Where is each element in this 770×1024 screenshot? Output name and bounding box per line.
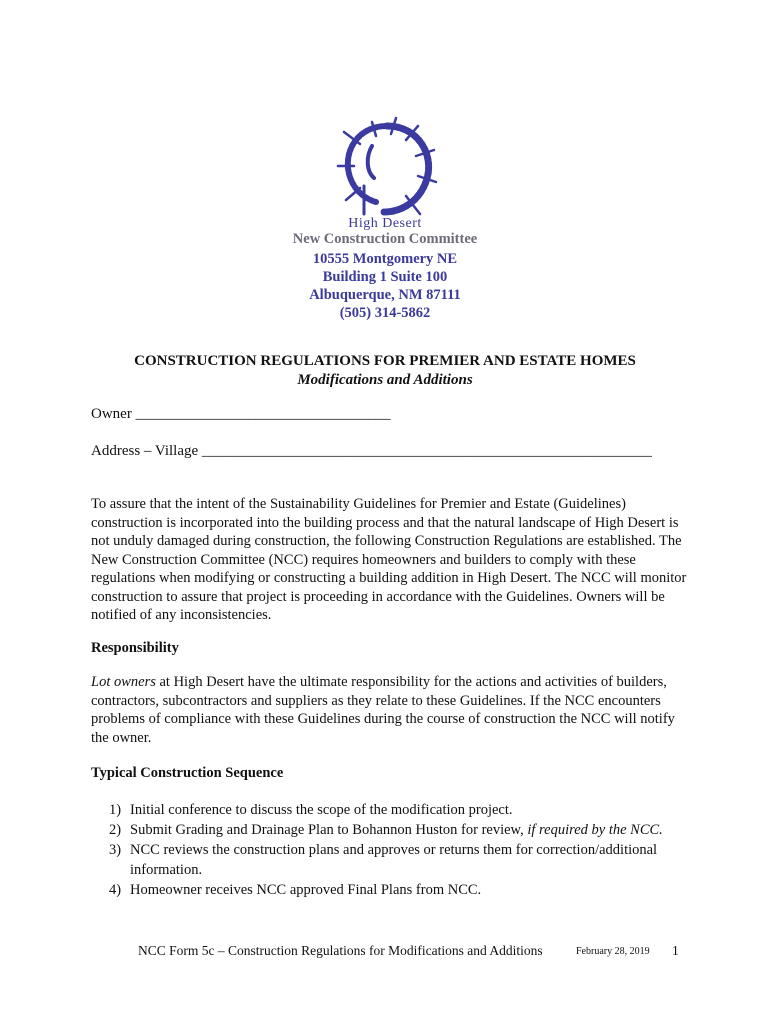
step-number: 4) xyxy=(109,882,122,898)
step-text: Initial conference to discuss the scope of the modification project. xyxy=(130,802,513,818)
responsibility-paragraph xyxy=(91,673,691,747)
footer-form-title: NCC Form 5c – Construction Regulations for Modifications and Additions xyxy=(138,943,543,958)
document-subtitle: Modifications and Additions xyxy=(297,372,473,388)
construction-steps-list xyxy=(91,800,691,900)
lot-owners-italic: Lot owners xyxy=(91,674,156,690)
step-number: 2) xyxy=(109,822,122,838)
step-italic: if required by the NCC. xyxy=(527,822,663,838)
intro-paragraph: To assure that the intent of the Sustainability Guidelines for Premier and Estate (Guidelines) construction is incorporated into the building process and that the natural landscape of High Desert is not unduly damaged during construction, the following Construction Regulations are established. The New Construction Committee (NCC) requires homeowners and builders to comply with these regulations when modifying or constructing a building addition in High Desert. The NCC will monitor construction to assure that project is proceeding in accordance with the Guidelines. Owners will be notified of any inconsistencies. xyxy=(91,496,687,623)
responsibility-heading: Responsibility xyxy=(91,640,179,656)
address-city: Albuquerque, NM 87111 xyxy=(309,287,461,303)
address-street: 10555 Montgomery NE xyxy=(312,251,458,267)
list-item xyxy=(91,880,691,900)
responsibility-text: at High Desert have the ultimate responsibility for the actions and activities of builders, contractors, subcontractors and suppliers as they relate to these Guidelines. If the NCC encounters problems of compliance with these Guidelines during the course of construction the NCC will notify the owner. xyxy=(91,674,675,746)
document-title: CONSTRUCTION REGULATIONS FOR PREMIER AND ESTATE HOMES xyxy=(134,353,636,369)
list-item xyxy=(91,800,691,820)
brand-name: High Desert xyxy=(348,216,422,231)
sequence-heading: Typical Construction Sequence xyxy=(91,765,284,781)
high-desert-logo xyxy=(336,116,438,220)
page-number: 1 xyxy=(672,943,679,958)
step-text: Submit Grading and Drainage Plan to Bohannon Huston for review, xyxy=(130,822,528,838)
owner-field[interactable]: Owner __________________________________ xyxy=(91,406,391,422)
footer-date: February 28, 2019 xyxy=(576,946,650,957)
step-text: NCC reviews the construction plans and approves or returns them for correction/additional information. xyxy=(130,842,658,878)
step-number: 1) xyxy=(109,802,122,818)
address-village-field[interactable]: Address – Village ____________________________________________________________ xyxy=(91,443,652,459)
step-text: Homeowner receives NCC approved Final Plans from NCC. xyxy=(130,882,482,898)
step-number: 3) xyxy=(109,842,122,858)
address-phone: (505) 314-5862 xyxy=(339,305,431,321)
list-item xyxy=(91,840,691,880)
list-item xyxy=(91,820,691,840)
address-building: Building 1 Suite 100 xyxy=(322,269,448,285)
committee-name: New Construction Committee xyxy=(292,231,478,247)
